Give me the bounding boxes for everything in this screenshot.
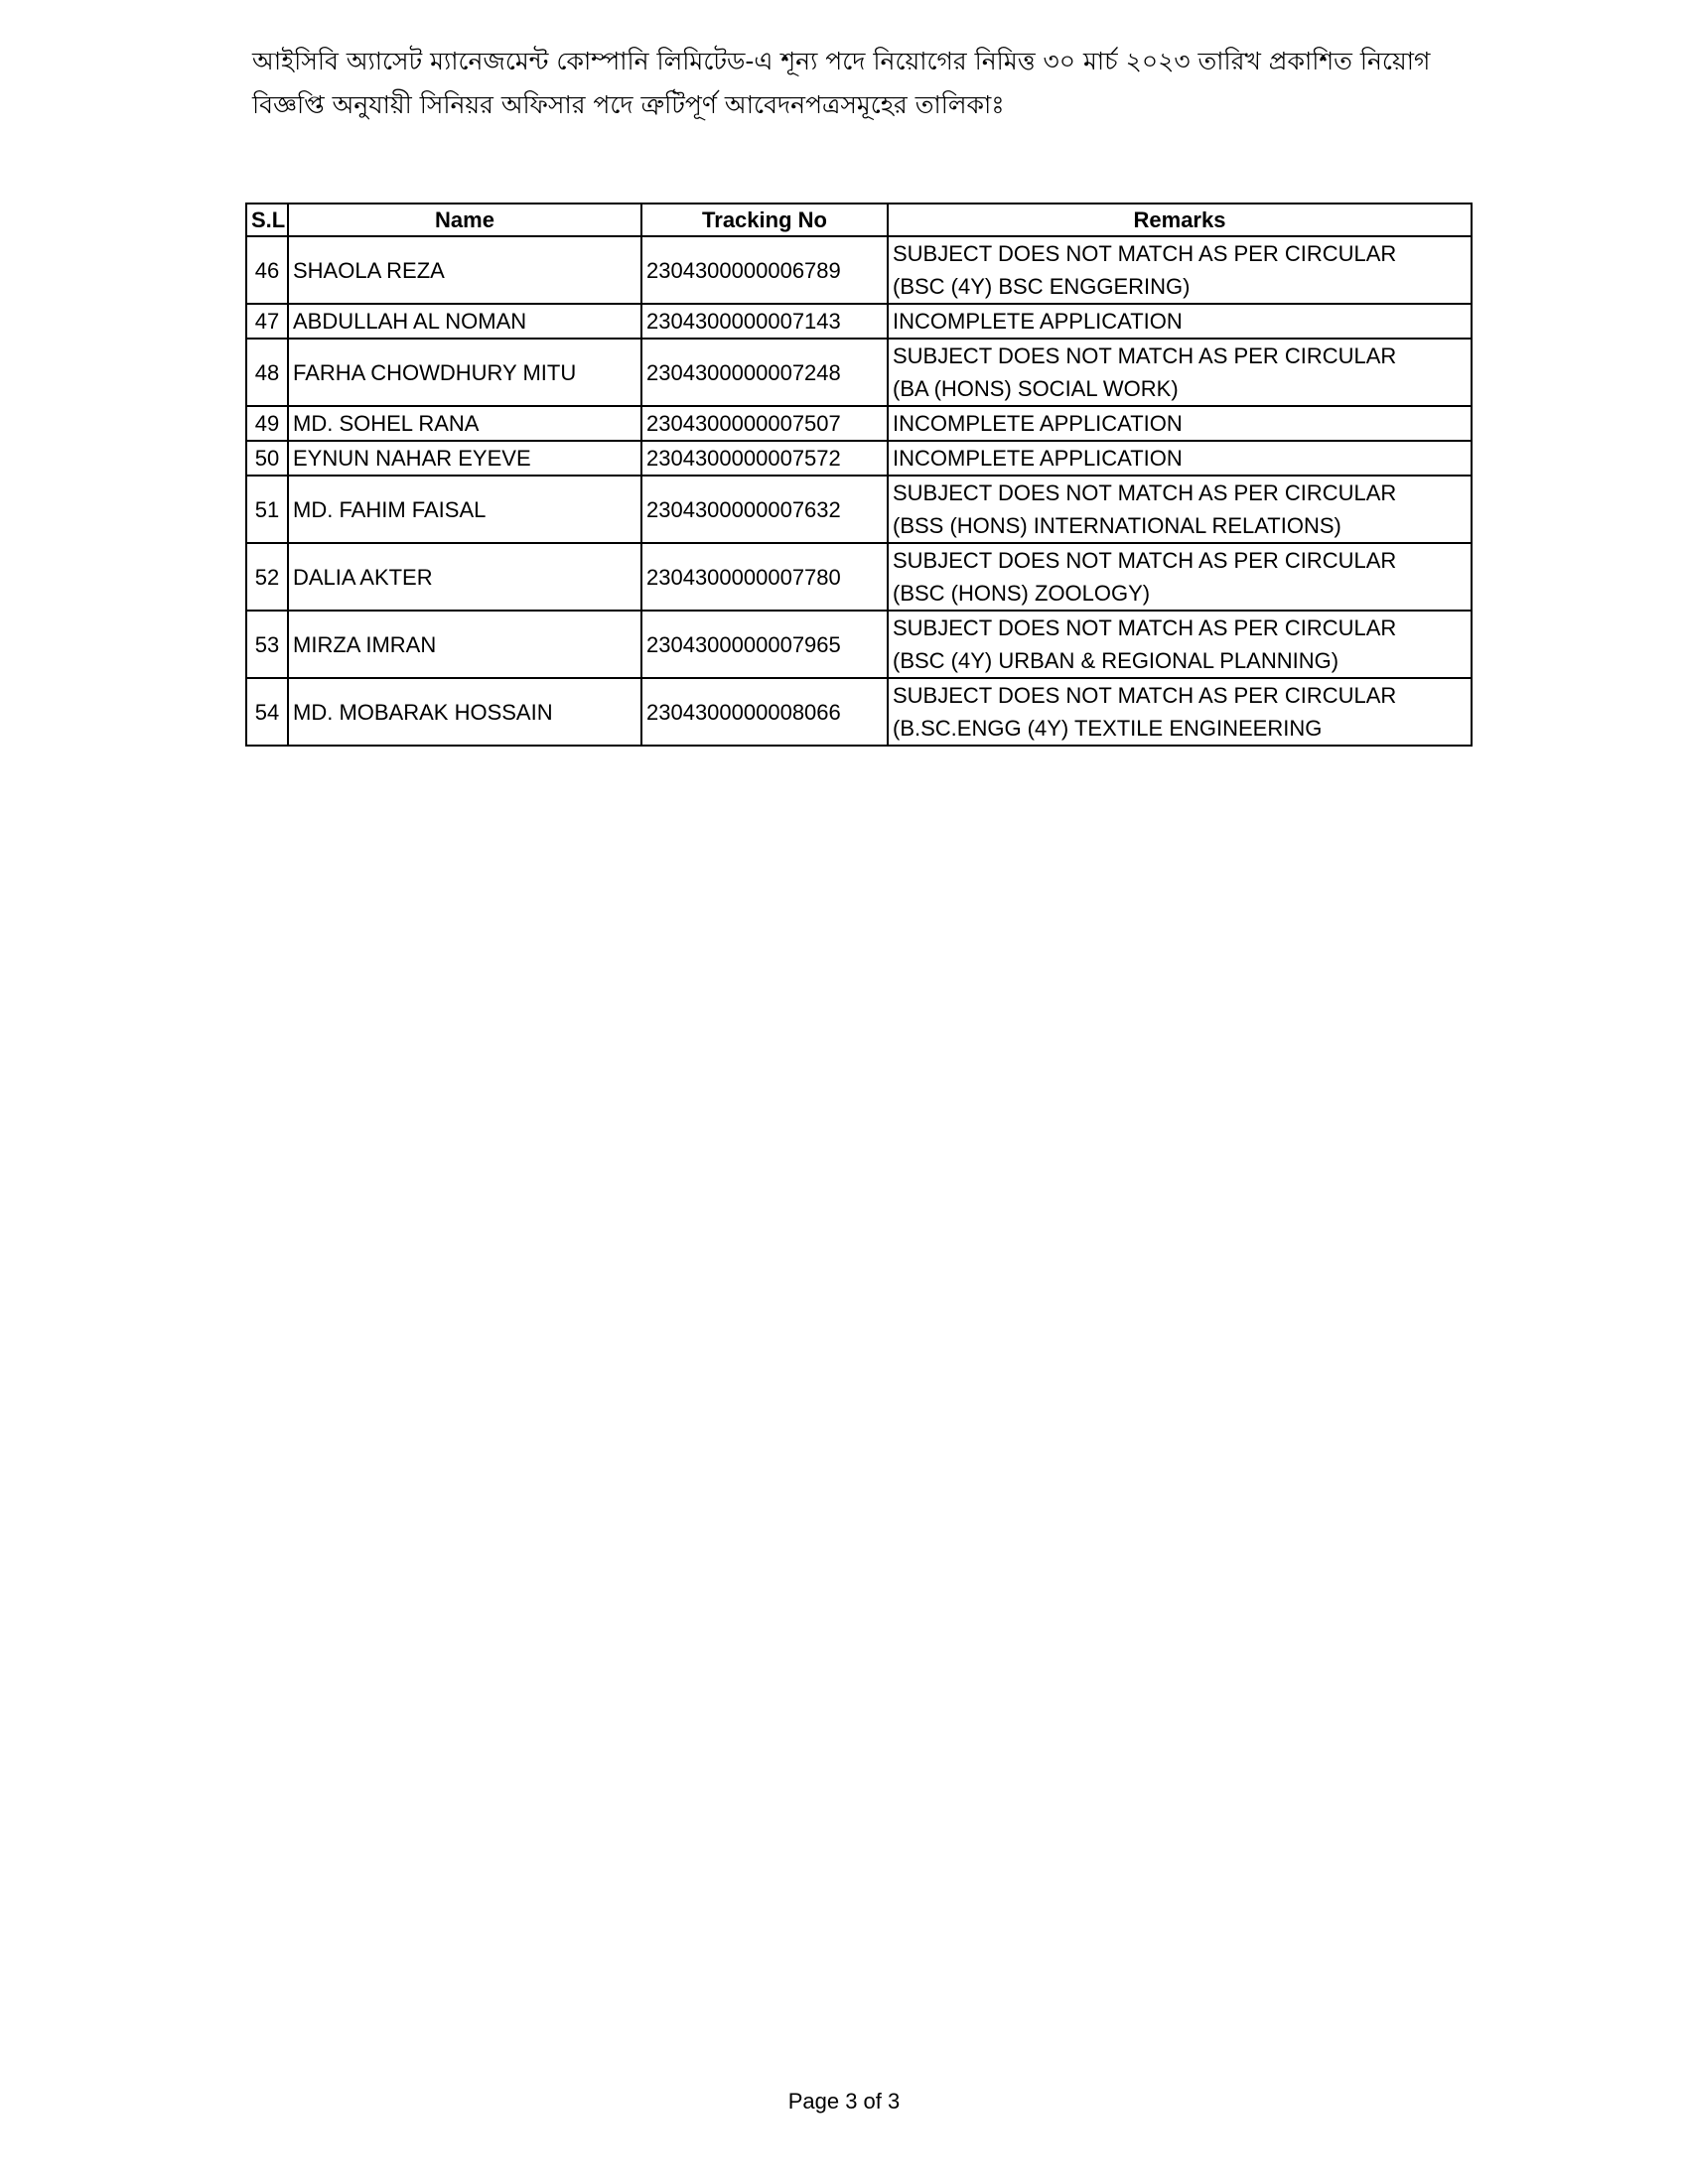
table-row xyxy=(246,339,1472,406)
table-header-row xyxy=(246,204,1472,236)
remarks-line: SUBJECT DOES NOT MATCH AS PER CIRCULAR xyxy=(893,548,1397,573)
remarks-cell xyxy=(888,406,1472,441)
remarks-line: SUBJECT DOES NOT MATCH AS PER CIRCULAR xyxy=(893,480,1397,505)
remarks-cell xyxy=(888,304,1472,339)
tracking-no-cell: 2304300000007632 xyxy=(641,476,888,543)
sl-cell: 48 xyxy=(246,339,288,406)
remarks-line: SUBJECT DOES NOT MATCH AS PER CIRCULAR xyxy=(893,683,1397,708)
tracking-no-cell: 2304300000008066 xyxy=(641,678,888,746)
remarks-line: (BSC (4Y) URBAN & REGIONAL PLANNING) xyxy=(893,648,1339,673)
table-row xyxy=(246,406,1472,441)
sl-cell: 46 xyxy=(246,236,288,304)
tracking-no-cell: 2304300000006789 xyxy=(641,236,888,304)
page-number: Page 3 of 3 xyxy=(787,2089,901,2114)
sl-cell: 52 xyxy=(246,543,288,611)
document-heading xyxy=(252,40,1474,127)
remarks-cell xyxy=(888,236,1472,304)
header-sl: S.L xyxy=(246,204,288,236)
heading-line-1: আইসিবি অ্যাসেট ম্যানেজমেন্ট কোম্পানি লিমিটেড-এ শূন্য পদে নিয়োগের নিমিত্ত ৩০ মার্চ ২০২৩ তারিখ প্রকাশিত নিয়োগ xyxy=(252,47,1431,75)
header-name: Name xyxy=(288,204,641,236)
table-row xyxy=(246,678,1472,746)
sl-cell: 49 xyxy=(246,406,288,441)
remarks-cell xyxy=(888,678,1472,746)
table-row xyxy=(246,304,1472,339)
name-cell: FARHA CHOWDHURY MITU xyxy=(288,339,641,406)
remarks-cell xyxy=(888,441,1472,476)
tracking-no-cell: 2304300000007248 xyxy=(641,339,888,406)
remarks-cell xyxy=(888,611,1472,678)
sl-cell: 50 xyxy=(246,441,288,476)
remarks-line: (B.SC.ENGG (4Y) TEXTILE ENGINEERING xyxy=(893,716,1323,741)
remarks-line: (BSC (HONS) ZOOLOGY) xyxy=(893,581,1151,606)
remarks-line: (BA (HONS) SOCIAL WORK) xyxy=(893,376,1179,401)
remarks-line: SUBJECT DOES NOT MATCH AS PER CIRCULAR xyxy=(893,615,1397,640)
tracking-no-cell: 2304300000007780 xyxy=(641,543,888,611)
remarks-cell xyxy=(888,339,1472,406)
tracking-no-cell: 2304300000007965 xyxy=(641,611,888,678)
remarks-line: (BSC (4Y) BSC ENGGERING) xyxy=(893,274,1191,299)
remarks-line: (BSS (HONS) INTERNATIONAL RELATIONS) xyxy=(893,513,1341,538)
name-cell: EYNUN NAHAR EYEVE xyxy=(288,441,641,476)
remarks-line: SUBJECT DOES NOT MATCH AS PER CIRCULAR xyxy=(893,241,1397,266)
table-row xyxy=(246,441,1472,476)
remarks-cell xyxy=(888,476,1472,543)
applicants-table xyxy=(245,203,1473,747)
name-cell: MD. MOBARAK HOSSAIN xyxy=(288,678,641,746)
table-row xyxy=(246,236,1472,304)
tracking-no-cell: 2304300000007507 xyxy=(641,406,888,441)
header-tracking-no: Tracking No xyxy=(641,204,888,236)
remarks-line: SUBJECT DOES NOT MATCH AS PER CIRCULAR xyxy=(893,343,1397,368)
remarks-line: INCOMPLETE APPLICATION xyxy=(893,309,1183,334)
sl-cell: 54 xyxy=(246,678,288,746)
remarks-cell xyxy=(888,543,1472,611)
name-cell: ABDULLAH AL NOMAN xyxy=(288,304,641,339)
header-remarks: Remarks xyxy=(888,204,1472,236)
tracking-no-cell: 2304300000007572 xyxy=(641,441,888,476)
remarks-line: INCOMPLETE APPLICATION xyxy=(893,446,1183,471)
name-cell: SHAOLA REZA xyxy=(288,236,641,304)
name-cell: MD. SOHEL RANA xyxy=(288,406,641,441)
table-row xyxy=(246,476,1472,543)
remarks-line: INCOMPLETE APPLICATION xyxy=(893,411,1183,436)
name-cell: MIRZA IMRAN xyxy=(288,611,641,678)
sl-cell: 53 xyxy=(246,611,288,678)
table-body xyxy=(246,236,1472,746)
heading-line-2: বিজ্ঞপ্তি অনুযায়ী সিনিয়র অফিসার পদে ত্রুটিপূর্ণ আবেদনপত্রসমূহের তালিকাঃ xyxy=(252,90,1005,119)
table-row xyxy=(246,543,1472,611)
table-row xyxy=(246,611,1472,678)
sl-cell: 47 xyxy=(246,304,288,339)
sl-cell: 51 xyxy=(246,476,288,543)
name-cell: DALIA AKTER xyxy=(288,543,641,611)
name-cell: MD. FAHIM FAISAL xyxy=(288,476,641,543)
tracking-no-cell: 2304300000007143 xyxy=(641,304,888,339)
